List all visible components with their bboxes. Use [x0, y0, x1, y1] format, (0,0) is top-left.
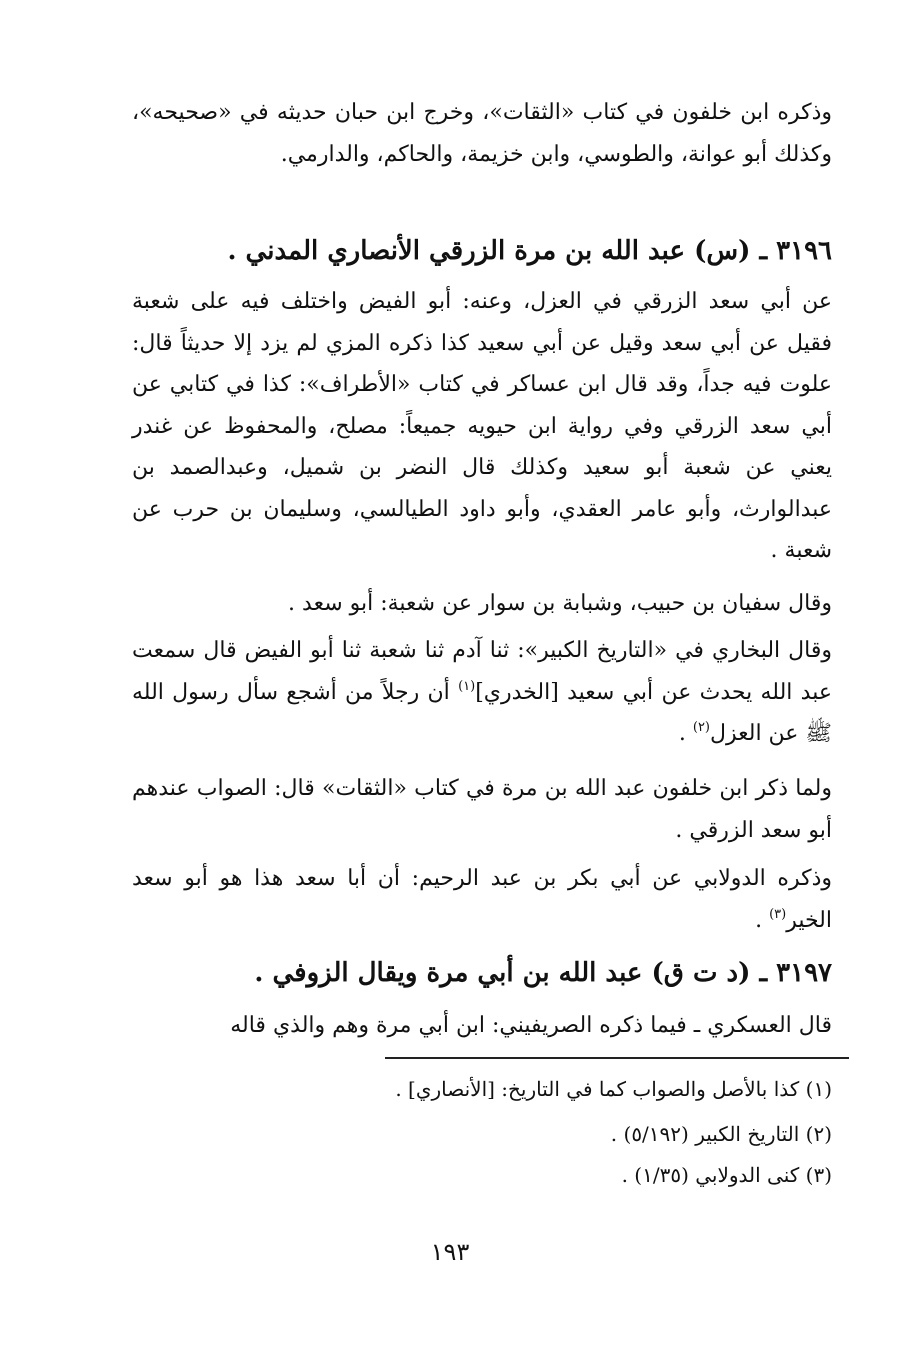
footnote-ref-1: (١): [458, 678, 476, 694]
intro-paragraph: وذكره ابن خلفون في كتاب «الثقات»، وخرج ابن حبان حديثه في «صحيحه»، وكذلك أبو عوانة، والطوسي، وابن خزيمة، والحاكم، والدارمي.: [132, 100, 832, 167]
entry-3196-heading: ٣١٩٦ ـ (س) عبد الله بن مرة الزرقي الأنصاري المدني .: [227, 236, 832, 266]
paragraph-3-text-b: أن رجلاً من أشجع سأل رسول الله ﷺ عن العزل: [132, 679, 832, 746]
footnote-ref-3: (٣): [769, 906, 787, 922]
entry-3196-paragraph-1: عن أبي سعد الزرقي في العزل، وعنه: أبو الفيض واختلف فيه على شعبة فقيل عن أبي سعد وقيل عن أبي سعيد كذا ذكره المزي لم يزد إلا حديثاً قال: علوت فيه جداً، وقد قال ابن عساكر في كتاب «الأطراف»: كذا في كتابي عن أبي سعد الزرقي وفي رواية ابن حيويه جميعاً: مصلح، والمحفوظ عن غندر يعني عن شعبة أبو سعيد وكذلك قال النضر بن شميل، وعبدالصمد بن عبدالوارث، وأبو عامر العقدي، وأبو داود الطيالسي، وسليمان بن حرب عن شعبة .: [132, 289, 832, 563]
footnote-2: (٢) التاريخ الكبير (٥/١٩٢) .: [610, 1122, 832, 1146]
footnote-1: (١) كذا بالأصل والصواب كما في التاريخ: [الأنصاري] .: [395, 1077, 832, 1101]
entry-3196-paragraph-2: وقال سفيان بن حبيب، وشبابة بن سوار عن شعبة: أبو سعد .: [288, 591, 832, 616]
paragraph-5-text-b: .: [755, 907, 770, 933]
entry-3197-paragraph-1: قال العسكري ـ فيما ذكره الصريفيني: ابن أبي مرة وهم والذي قاله: [230, 1013, 832, 1038]
entry-3197-heading: ٣١٩٧ ـ (د ت ق) عبد الله بن أبي مرة ويقال الزوفي .: [254, 958, 832, 988]
page-number: ١٩٣: [430, 1238, 470, 1266]
footnote-divider: [385, 1057, 849, 1059]
entry-3196-paragraph-5: [132, 858, 832, 941]
entry-3196-paragraph-3: [132, 630, 832, 755]
footnote-3: (٣) كنى الدولابي (١/٣٥) .: [621, 1163, 832, 1187]
paragraph-5-text-a: وذكره الدولابي عن أبي بكر بن عبد الرحيم: أن أبا سعد هذا هو أبو سعد الخير: [132, 866, 832, 933]
entry-3196-paragraph-4: ولما ذكر ابن خلفون عبد الله بن مرة في كتاب «الثقات» قال: الصواب عندهم أبو سعد الزرقي .: [132, 776, 832, 843]
footnote-ref-2: (٢): [692, 719, 710, 735]
paragraph-3-text-c: .: [678, 721, 693, 746]
paragraph-3-text-a: وقال البخاري في «التاريخ الكبير»: ثنا آدم ثنا شعبة ثنا أبو الفيض قال سمعت عبد الله يحدث عن أبي سعيد [الخدري]: [132, 638, 832, 705]
